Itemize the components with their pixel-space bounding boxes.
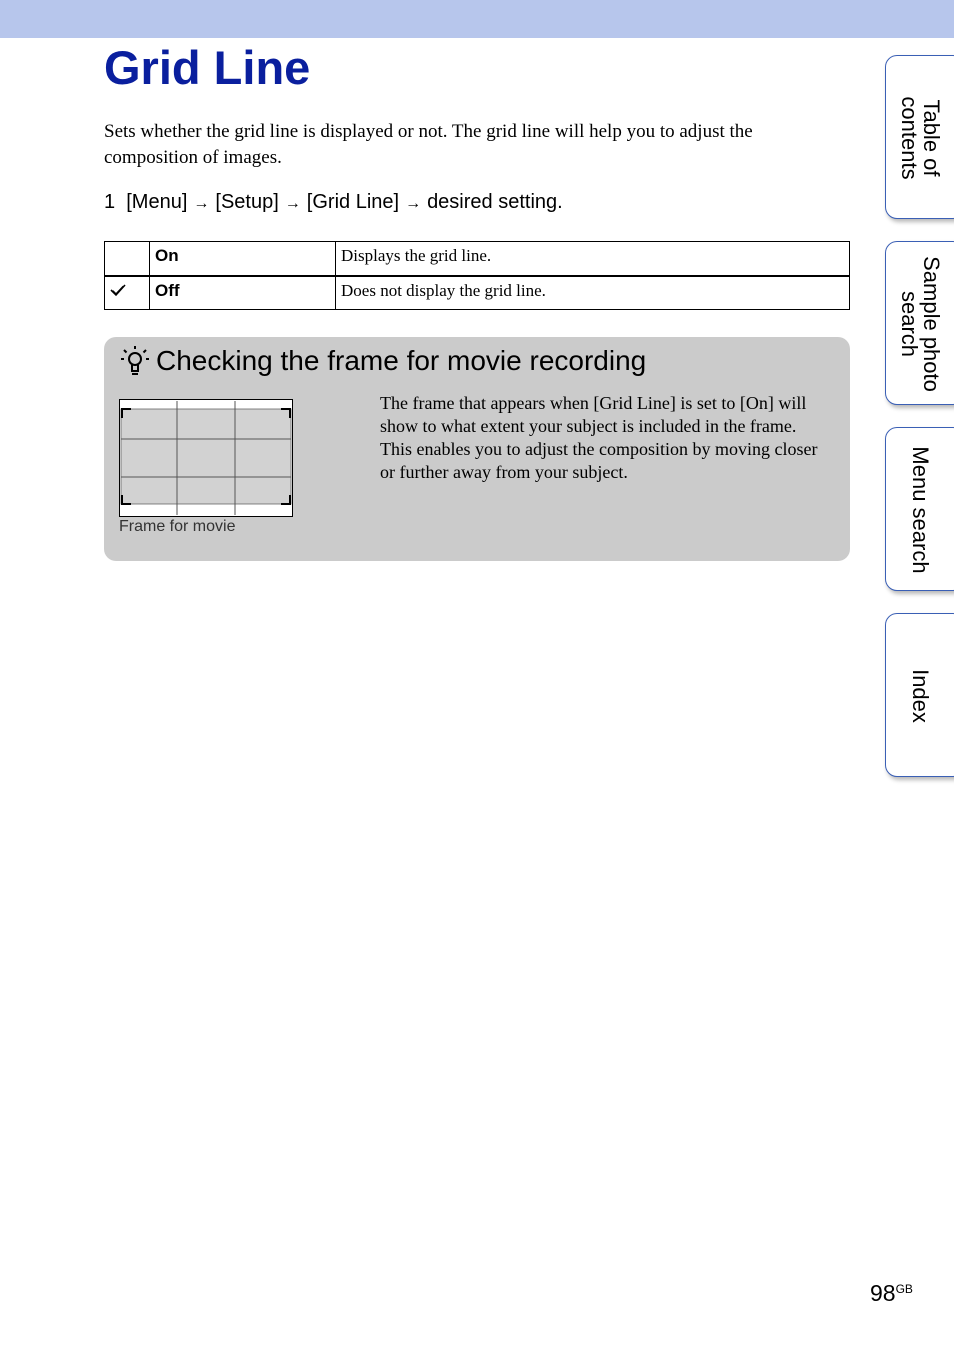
checkmark-icon: [110, 283, 126, 297]
header-bar: [0, 0, 954, 38]
tab-label: [909, 446, 931, 573]
tab-label-line: Table of: [919, 99, 944, 177]
tab-label-line: Menu search: [908, 446, 933, 574]
tab-menu-search[interactable]: [885, 427, 954, 591]
table-row: [105, 276, 850, 310]
tab-label-line: search: [897, 290, 922, 358]
tab-index[interactable]: [885, 613, 954, 777]
lightbulb-icon: [120, 344, 150, 378]
tab-label-line: Sample photo: [919, 256, 944, 392]
settings-table: [104, 241, 850, 310]
tab-table-of-contents[interactable]: [885, 55, 954, 219]
figure-caption: Frame for movie: [119, 518, 236, 535]
tab-label: [909, 669, 931, 723]
tab-label: [898, 96, 942, 179]
setting-description: Displays the grid line.: [336, 242, 850, 276]
setting-name: Off: [150, 276, 336, 310]
intro-paragraph: Sets whether the grid line is displayed or not. The grid line will help you to adjust the composition of images.: [104, 121, 753, 168]
step-part-desired-setting: desired setting.: [427, 191, 563, 213]
default-marker-cell: [105, 276, 150, 310]
setting-name: On: [150, 242, 336, 276]
tab-label-line: Index: [908, 669, 933, 723]
setting-description: Does not display the grid line.: [336, 276, 850, 310]
step-instruction: [104, 188, 563, 218]
hint-heading: [120, 343, 646, 379]
step-part-grid-line: [Grid Line]: [306, 191, 400, 213]
page-number-value: 98: [870, 1280, 896, 1306]
arrow-icon: →: [405, 195, 422, 212]
table-row: [105, 242, 850, 276]
tab-label-line: contents: [897, 96, 922, 180]
movie-frame-illustration: [119, 399, 293, 517]
step-part-setup: [Setup]: [215, 191, 279, 213]
page-number-suffix: GB: [895, 1282, 913, 1296]
default-marker-cell: [105, 242, 150, 276]
page-title: Grid Line: [104, 41, 311, 94]
tab-sample-photo-search[interactable]: [885, 241, 954, 405]
step-part-menu: [Menu]: [126, 191, 188, 213]
tab-label: [898, 256, 942, 392]
hint-heading-text: Checking the frame for movie recording: [156, 345, 647, 376]
step-number: 1: [104, 191, 116, 213]
arrow-icon: →: [193, 195, 210, 212]
arrow-icon: →: [284, 195, 301, 212]
hint-body-text: The frame that appears when [Grid Line] is set to [On] will show to what extent your subject is included in the frame. This enables you to adjust the composition by moving closer or further away from your subject.: [380, 393, 818, 482]
hint-box: [104, 337, 850, 561]
page-number: [870, 1280, 913, 1307]
